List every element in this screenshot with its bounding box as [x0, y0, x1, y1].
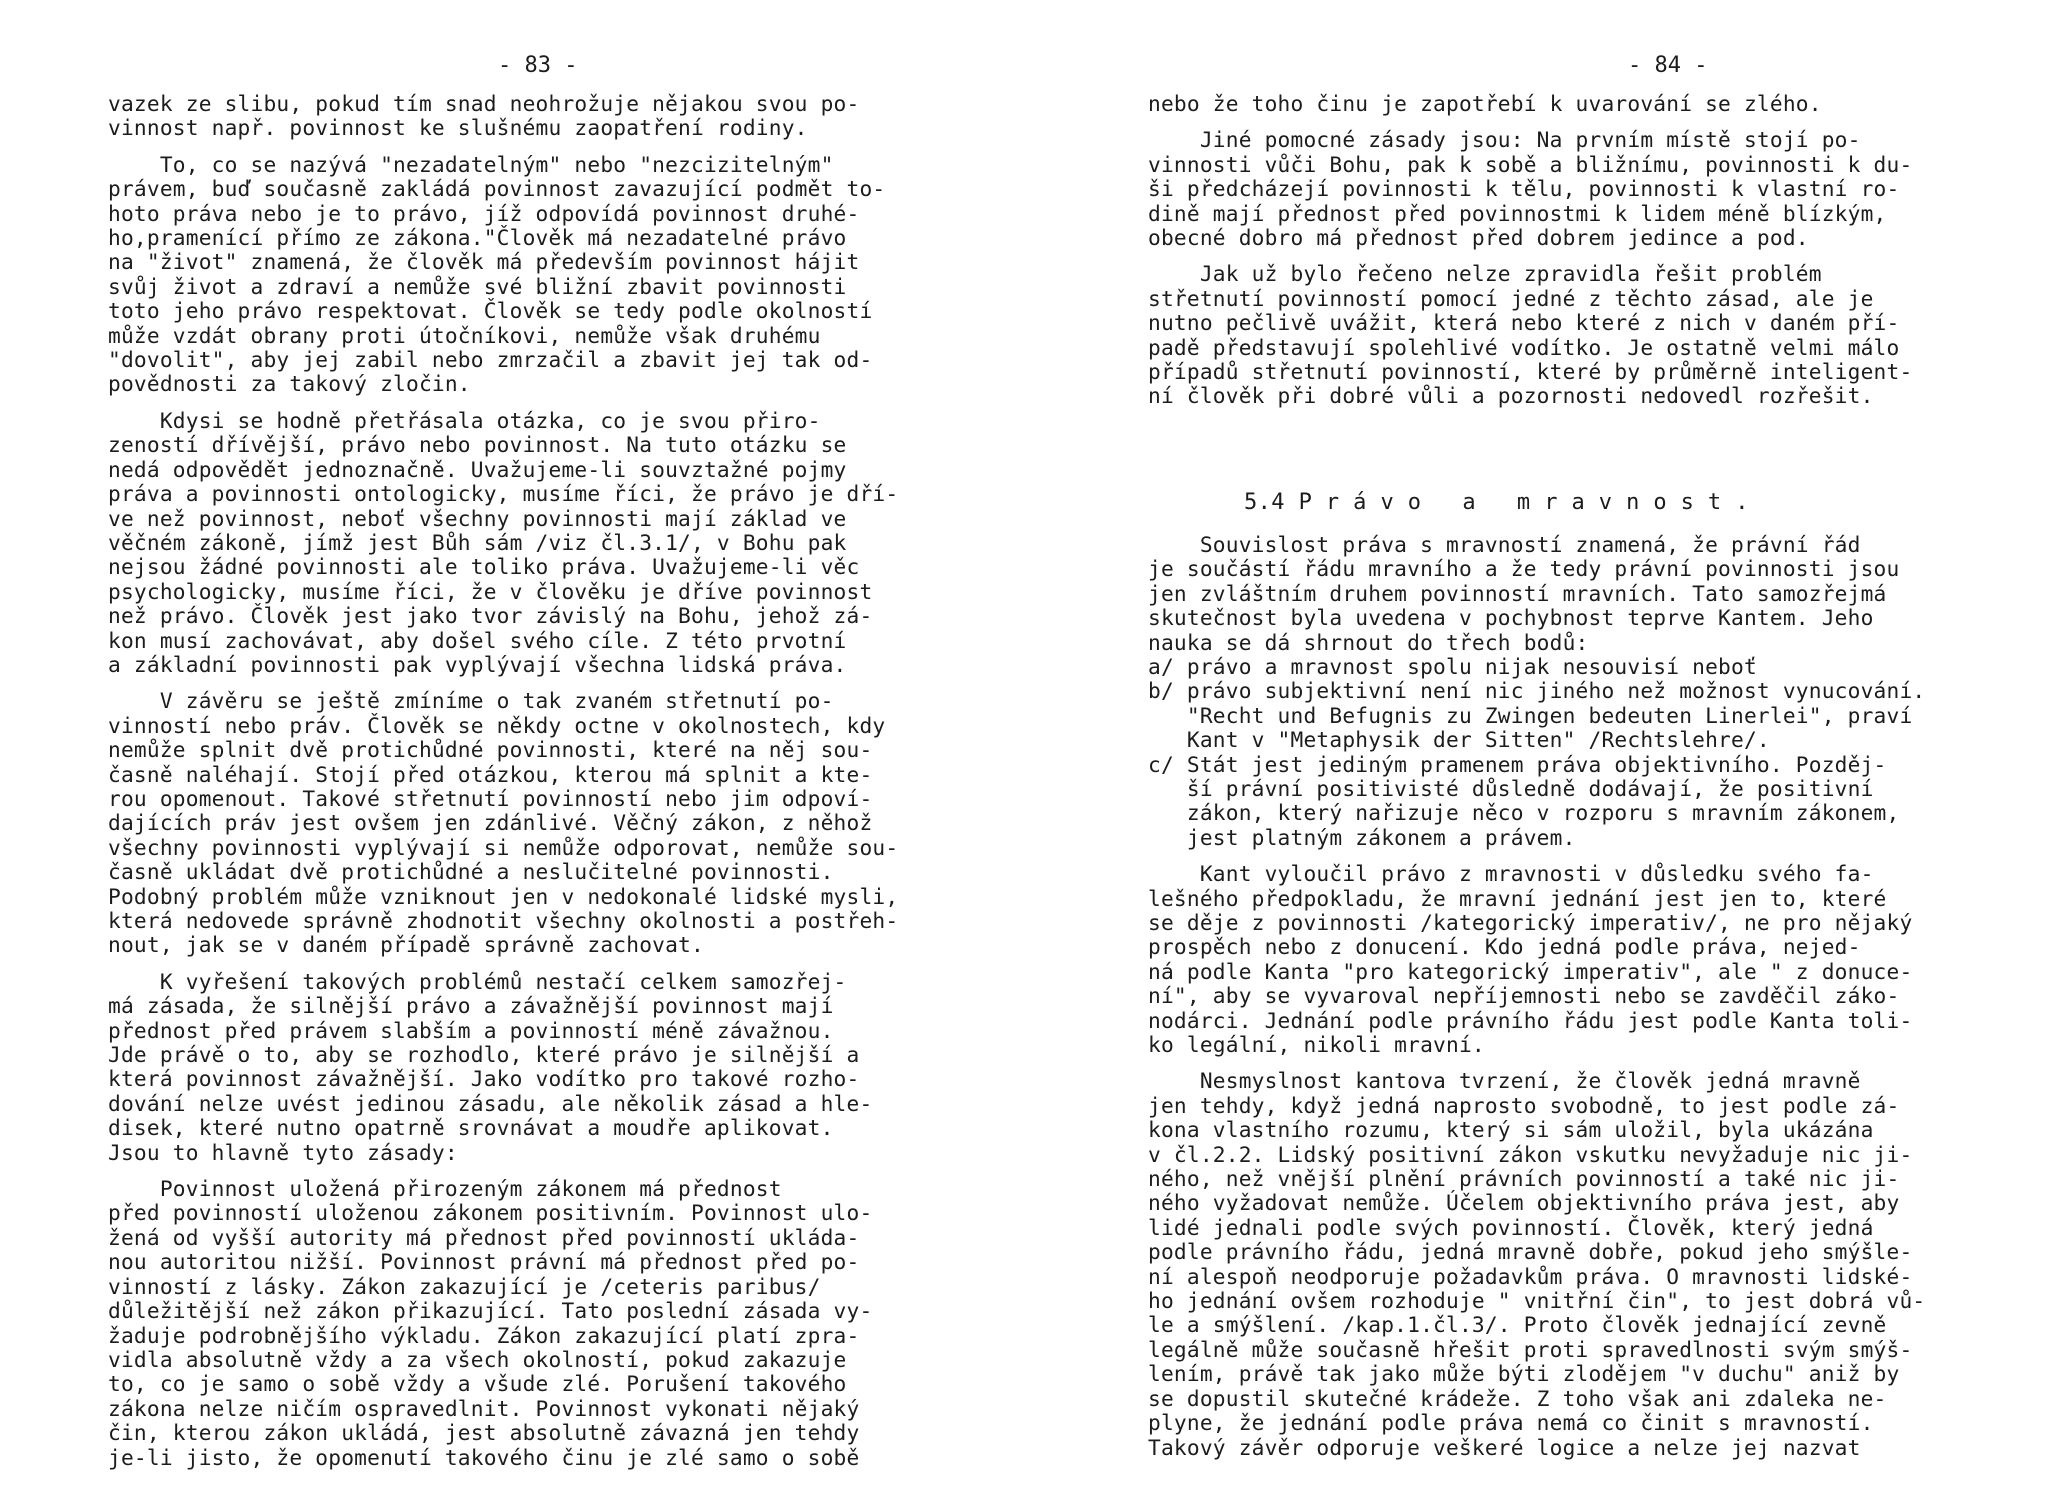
page-number: - 83 - — [498, 53, 578, 78]
text-line: nedá odpovědět jednoznačně. Uvažujeme-li souvztažné pojmy — [108, 456, 847, 482]
text-line: lidé jednali podle svých povinností. Člověk, který jedná — [1148, 1214, 1874, 1240]
text-line: časně ukládat dvě protichůdné a neslučitelné povinnosti. — [108, 859, 834, 885]
text-line: zákon, který nařizuje něco v rozporu s mravním zákonem, — [1148, 800, 1900, 826]
text-line: lešného předpokladu, že mravní jednání jest jen to, které — [1148, 885, 1887, 911]
text-line: skutečnost byla uvedena v pochybnost teprve Kantem. Jeho — [1148, 605, 1874, 631]
text-line: Souvislost práva s mravností znamená, že právní řád — [1148, 531, 1861, 557]
text-line: nejsou žádné povinnosti ale toliko práva. Uvažujeme-li věc — [108, 554, 860, 580]
paragraph — [1148, 262, 1988, 408]
text-line: a základní povinnosti pak vyplývají všechna lidská práva. — [108, 651, 847, 677]
page-number: - 84 - — [1628, 53, 1708, 78]
paragraph — [1148, 533, 1988, 850]
right-page-body-top — [1148, 92, 1988, 409]
text-line: psychologicky, musíme říci, že v člověku je dříve povinnost — [108, 578, 873, 604]
text-line: Kant v "Metaphysik der Sitten" /Rechtslehre/. — [1148, 727, 1770, 753]
text-line: nou autoritou nižší. Povinnost právní má přednost před po- — [108, 1249, 860, 1275]
text-line: a/ právo a mravnost spolu nijak nesouvisí neboť — [1148, 653, 1757, 679]
paragraph — [1148, 92, 1988, 116]
text-line: legálně může současně hřešit proti spravedlnosti svým smýš- — [1148, 1336, 1913, 1362]
text-line: V závěru se ještě zmíníme o tak zvaném střetnutí po- — [108, 688, 834, 714]
text-line: Takový závěr odporuje veškeré logice a nelze jej nazvat — [1148, 1434, 1861, 1460]
text-line: ší právní positivisté důsledně dodávají, že positivní — [1148, 775, 1874, 801]
text-line: Jiné pomocné zásady jsou: Na prvním místě stojí po- — [1148, 127, 1861, 153]
text-line: která povinnost závažnější. Jako vodítko pro takové rozho- — [108, 1066, 860, 1092]
text-line: případů střetnutí povinností, které by průměrně inteligent- — [1148, 359, 1913, 385]
text-line: na "život" znamená, že člověk má především povinnost hájit — [108, 249, 860, 275]
text-line: le a smýšlení. /kap.1.čl.3/. Proto člověk jednající zevně — [1148, 1312, 1887, 1338]
text-line: to, co je samo o sobě vždy a všude zlé. Porušení takového — [108, 1371, 847, 1397]
text-line: právem, buď současně zakládá povinnost zavazující podmět to- — [108, 176, 886, 202]
paragraph — [108, 153, 938, 397]
text-line: nebo že toho činu je zapotřebí k uvarování se zlého. — [1148, 91, 1822, 116]
text-line: Jak už bylo řečeno nelze zpravidla řešit problém — [1148, 261, 1822, 287]
text-line: jen tehdy, když jedná naprosto svobodně, to jest podle zá- — [1148, 1092, 1900, 1118]
text-line: žaduje podrobnějšího výkladu. Zákon zakazující platí zpra- — [108, 1322, 860, 1348]
text-line: dajících práv jest ovšem jen zdánlivé. Věčný zákon, z něhož — [108, 810, 873, 836]
paragraph — [1148, 862, 1988, 1057]
text-line: která nedovede správně zhodnotit všechny okolnosti a postřeh- — [108, 908, 899, 933]
text-line: práva a povinnosti ontologicky, musíme říci, že právo je dří- — [108, 481, 899, 507]
paragraph — [108, 1177, 938, 1470]
text-line: svůj život a zdraví a nemůže své bližní zbavit povinnosti — [108, 273, 847, 299]
right-page-body-bottom — [1148, 533, 1988, 1460]
text-line: Nesmyslnost kantova tvrzení, že člověk jedná mravně — [1148, 1068, 1861, 1094]
text-line: má zásada, že silnější právo a závažnější povinnost mají — [108, 993, 834, 1019]
text-line: vinnost např. povinnost ke slušnému zaopatření rodiny. — [108, 115, 808, 141]
text-line: se dopustil skutečné krádeže. Z toho však ani zdaleka ne- — [1148, 1385, 1887, 1411]
text-line: nodárci. Jednání podle právního řádu jest podle Kanta toli- — [1148, 1007, 1913, 1033]
text-line: toto jeho právo respektovat. Člověk se tedy podle okolností — [108, 298, 873, 324]
paragraph — [108, 409, 938, 677]
text-line: než právo. Člověk jest jako tvor závislý na Bohu, jehož zá- — [108, 603, 873, 629]
text-line: hoto práva nebo je to právo, jíž odpovídá povinnost druhé- — [108, 200, 860, 226]
text-line: všechny povinnosti vyplývají si nemůže odporovat, nemůže sou- — [108, 834, 899, 860]
text-line: vinností nebo práv. Člověk se někdy octne v okolnostech, kdy — [108, 712, 886, 738]
text-line: b/ právo subjektivní není nic jiného než možnost vynucování. — [1148, 678, 1926, 704]
text-line: To, co se nazývá "nezadatelným" nebo "nezcizitelným" — [108, 151, 834, 177]
text-line: v čl.2.2. Lidský positivní zákon vskutku nevyžaduje nic ji- — [1148, 1141, 1913, 1167]
text-line: Jde právě o to, aby se rozhodlo, které právo je silnější a — [108, 1042, 860, 1068]
text-line: ho jednání ovšem rozhoduje " vnitřní čin", to jest dobrá vů- — [1148, 1288, 1926, 1314]
paragraph — [108, 92, 938, 141]
text-line: dování nelze uvést jedinou zásadu, ale několik zásad a hle- — [108, 1090, 873, 1116]
text-line: je součástí řádu mravního a že tedy právní povinnosti jsou — [1148, 556, 1900, 582]
text-line: čin, kterou zákon ukládá, jest absolutně závazná jen tehdy — [108, 1420, 860, 1446]
paragraph — [1148, 128, 1988, 250]
text-line: padě představují spolehlivé vodítko. Je ostatně velmi málo — [1148, 334, 1900, 360]
text-line: plyne, že jednání podle práva nemá co činit s mravností. — [1148, 1410, 1874, 1436]
text-line: Povinnost uložená přirozeným zákonem má přednost — [108, 1176, 782, 1202]
text-line: vinností z lásky. Zákon zakazující je /ceteris paribus/ — [108, 1273, 821, 1299]
text-line: ši předcházejí povinnosti k tělu, povinnosti k vlastní ro- — [1148, 176, 1900, 202]
text-line: je-li jisto, že opomenutí takového činu je zlé samo o sobě — [108, 1444, 860, 1470]
text-line: ní člověk při dobré vůli a pozornosti nedovedl rozřešit. — [1148, 383, 1874, 409]
text-line: nauka se dá shrnout do třech bodů: — [1148, 629, 1589, 655]
text-line: se děje z povinnosti /kategorický imperativ/, ne pro nějaký — [1148, 909, 1913, 935]
text-line: povědnosti za takový zločin. — [108, 371, 471, 397]
text-line: vazek ze slibu, pokud tím snad neohrožuje nějakou svou po- — [108, 91, 860, 116]
paragraph — [1148, 1069, 1988, 1460]
text-line: střetnutí povinností pomocí jedné z těchto zásad, ale je — [1148, 285, 1874, 311]
text-line: K vyřešení takových problémů nestačí celkem samozřej- — [108, 968, 847, 994]
text-line: ve než povinnost, neboť všechny povinnosti mají základ ve — [108, 505, 847, 531]
text-line: dině mají přednost před povinnostmi k lidem méně blízkým, — [1148, 200, 1887, 226]
text-line: ného vyžadovat nemůže. Účelem objektivního práva jest, aby — [1148, 1190, 1900, 1216]
text-line: zeností dřívější, právo nebo povinnost. Na tuto otázku se — [108, 432, 847, 458]
text-line: Kant vyloučil právo z mravnosti v důsledku svého fa- — [1148, 861, 1874, 887]
text-line: ko legální, nikoli mravní. — [1148, 1032, 1485, 1057]
text-line: ho,pramenící přímo ze zákona."Člověk má nezadatelné právo — [108, 225, 847, 251]
text-line: přednost před právem slabším a povinností méně závažnou. — [108, 1017, 834, 1043]
text-line: jen zvláštním druhem povinností mravních. Tato samozřejmá — [1148, 580, 1887, 606]
text-line: Jsou to hlavně tyto zásady: — [108, 1139, 458, 1165]
text-line: c/ Stát jest jediným pramenem práva objektivního. Pozděj- — [1148, 751, 1887, 777]
text-line: nemůže splnit dvě protichůdné povinnosti, které na něj sou- — [108, 737, 873, 763]
text-line: jest platným zákonem a právem. — [1148, 824, 1576, 850]
text-line: prospěch nebo z donucení. Kdo jedná podle práva, nejed- — [1148, 934, 1861, 960]
text-line: žená od vyšší autority má přednost před povinností ukláda- — [108, 1224, 860, 1250]
text-line: lením, právě tak jako může býti zlodějem "v duchu" aniž by — [1148, 1361, 1900, 1387]
text-line: rou opomenout. Takové střetnutí povinností nebo jim odpoví- — [108, 785, 873, 811]
text-line: časně naléhají. Stojí před otázkou, kterou má splnit a kte- — [108, 761, 873, 787]
section-heading: 5.4 P r á v o a m r a v n o s t . — [1244, 489, 1749, 515]
text-line: ní alespoň neodporuje požadavkům práva. O mravnosti lidské- — [1148, 1263, 1913, 1289]
text-line: vidla absolutně vždy a za všech okolností, pokud zakazuje — [108, 1346, 847, 1372]
text-line: důležitější než zákon přikazující. Tato poslední zásada vy- — [108, 1298, 873, 1324]
text-line: "dovolit", aby jej zabil nebo zmrzačil a zbavit jej tak od- — [108, 347, 873, 373]
text-line: zákona nelze ničím ospravedlnit. Povinnost vykonati nějaký — [108, 1395, 860, 1421]
text-line: může vzdát obrany proti útočníkovi, nemůže však druhému — [108, 322, 821, 348]
text-line: "Recht und Befugnis zu Zwingen bedeuten Linerlei", praví — [1148, 702, 1913, 728]
paragraph — [108, 689, 938, 957]
text-line: ná podle Kanta "pro kategorický imperativ", ale " z donuce- — [1148, 958, 1913, 984]
text-line: nout, jak se v daném případě správně zachovat. — [108, 932, 704, 958]
text-line: disek, které nutno opatrně srovnávat a moudře aplikovat. — [108, 1115, 834, 1141]
text-line: věčném zákoně, jímž jest Bůh sám /viz čl.3.1/, v Bohu pak — [108, 529, 847, 555]
left-page — [108, 0, 938, 1500]
text-line: před povinností uloženou zákonem positivním. Povinnost ulo- — [108, 1200, 873, 1226]
text-line: Podobný problém může vzniknout jen v nedokonalé lidské mysli, — [108, 883, 899, 909]
text-line: obecné dobro má přednost před dobrem jedince a pod. — [1148, 225, 1809, 251]
text-line: ného, než vnější plnění právních povinností a také nic ji- — [1148, 1166, 1900, 1192]
text-line: kona vlastního rozumu, který si sám uložil, byla ukázána — [1148, 1117, 1874, 1143]
paragraph — [108, 970, 938, 1165]
text-line: podle právního řádu, jedná mravně dobře, pokud jeho smýšle- — [1148, 1239, 1913, 1265]
text-line: kon musí zachovávat, aby došel svého cíle. Z této prvotní — [108, 627, 847, 653]
right-page — [1148, 0, 1988, 1500]
left-page-body — [108, 92, 938, 1470]
text-line: vinnosti vůči Bohu, pak k sobě a bližnímu, povinnosti k du- — [1148, 151, 1913, 177]
text-line: ní", aby se vyvaroval nepříjemnosti nebo se zavděčil záko- — [1148, 983, 1900, 1009]
text-line: Kdysi se hodně přetřásala otázka, co je svou přiro- — [108, 407, 821, 433]
text-line: nutno pečlivě uvážit, která nebo které z nich v daném pří- — [1148, 310, 1900, 336]
